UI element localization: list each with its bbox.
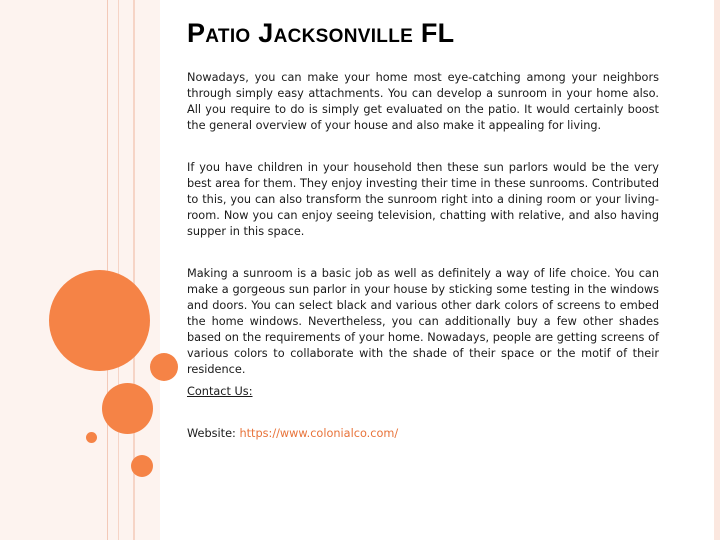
- website-link[interactable]: https://www.colonialco.com/: [239, 427, 399, 440]
- decorative-circle-medium: [102, 383, 153, 434]
- page-title: Patio Jacksonville FL: [187, 18, 455, 48]
- decorative-right-edge: [714, 0, 720, 540]
- decorative-line: [118, 0, 119, 540]
- paragraph: Making a sunroom is a basic job as well as definitely a way of life choice. You can make a gorgeous sun parlor in your house by sticking some testing in the windows and doors. You can select black and various other dark colors of screens to embed the home windows. Nevertheless, you can additionally buy a few other shades based on the requirements of your home. Nowadays, people are getting screens of various colors to collaborate with the shade of their space or the motif of their residence.: [187, 267, 659, 376]
- website-line: [187, 426, 659, 442]
- website-label: Website:: [187, 427, 236, 440]
- contact-us-link[interactable]: Contact Us:: [187, 385, 253, 398]
- decorative-circle-small: [150, 353, 178, 381]
- decorative-circle-tiny: [86, 432, 97, 443]
- paragraph: If you have children in your household then these sun parlors would be the very best area for them. They enjoy investing their time in these sunrooms. Contributed to this, you can also transform the sunroom right into a dining room or your living-room. Now you can enjoy seeing television, chatting with relative, and also having supper in this space.: [187, 161, 659, 238]
- decorative-circle-small: [131, 455, 153, 477]
- body-text: [187, 70, 659, 442]
- decorative-circle-large: [49, 270, 150, 371]
- paragraph: Nowadays, you can make your home most eye-catching among your neighbors through simply easy attachments. You can develop a sunroom in your home also. All you require to do is simply get evaluated on the patio. It would certainly boost the general overview of your house and also make it appealing for living.: [187, 71, 659, 132]
